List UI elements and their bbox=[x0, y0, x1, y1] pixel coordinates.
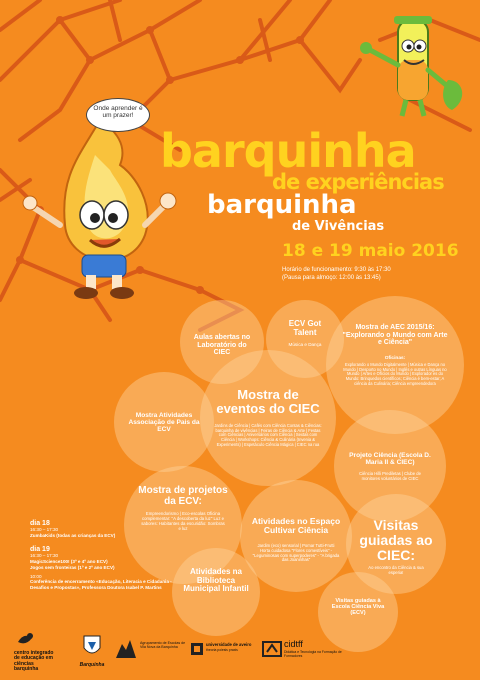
schedule-day-19-event-2: Jogos sem fronteiras (1º e 2º ano ECV) bbox=[30, 564, 115, 570]
cidtff-logo-subtext: Didática e Tecnologia na Formação de Formadores bbox=[284, 650, 342, 658]
agrupamento-logo bbox=[114, 638, 186, 665]
schedule-day-19-event-3: Conferência de encerramento «Educação, Literacia e Cidadania - Desafios e Propostas», Professora Doutora Isabel P. Martins bbox=[30, 579, 172, 591]
opening-hours bbox=[282, 266, 391, 282]
schedule-block bbox=[30, 520, 180, 591]
ua-logo-text: universidade de aveiro bbox=[206, 642, 252, 647]
schedule-day-18-event: ZumbaKids (todas as crianças da ECV) bbox=[30, 532, 116, 538]
cidtff-logo-icon bbox=[262, 640, 282, 658]
title-de-vivencias: de Vivências bbox=[292, 219, 385, 234]
ciec-logo-text: centro integrado de educação em ciências barquinha bbox=[14, 650, 54, 672]
title-barquinha-vivencias: barquinha bbox=[207, 190, 357, 220]
schedule-day-19: dia 19 bbox=[30, 546, 50, 554]
speech-bubble-text: Onde aprender é um prazer! bbox=[93, 105, 143, 120]
bubble-projeto-ciencia-text: Ciência Hilli Prediletas | Clube de monitores voluntários de CIEC bbox=[359, 471, 421, 481]
test-tube-mascot-illustration bbox=[352, 10, 472, 120]
flame-mascot-illustration bbox=[20, 115, 180, 305]
event-date: 18 e 19 maio 2016 bbox=[282, 241, 459, 261]
bubble-visitas-ciec-text: Ao encontro da Ciência & sua esperia! bbox=[368, 565, 424, 575]
bubble-mostra-aec-sub: Oficinas: bbox=[384, 356, 406, 361]
ua-logo-icon bbox=[190, 642, 204, 656]
bubble-mostra-aec-text: Explorando o Mundo Digitalmente | Música e Dança no Mundo | Desporto no Mundo | Inglês e outras Línguas no Mundo | Artes e Ofícios do Mundo | Explorador es do Mundo: Brinquedos científicos; Ciência é bem-estar; A ciência da Culinária; Ciência empreendedora bbox=[343, 362, 447, 386]
bubble-ecv-got-talent-sub: Música e Dança bbox=[288, 342, 322, 347]
schedule-day-18: dia 18 bbox=[30, 520, 50, 527]
bubble-espaco-cultivar-title: Atividades no Espaço Cultivar Ciência bbox=[251, 516, 341, 536]
schedule-day-19-time-2: 10:00 bbox=[30, 573, 42, 579]
bubble-mostra-aec-title: Mostra de AEC 2015/16: "Explorando o Mundo com Arte e Ciência" bbox=[342, 324, 448, 347]
bubble-visitas-escola-title: Visitas guiadas à Escola Ciência Viva (ECV) bbox=[331, 598, 385, 617]
bubble-biblioteca-title: Atividades na Biblioteca Municipal Infantil bbox=[183, 567, 249, 594]
schedule-day-19-time: 16:30 – 17:30 bbox=[30, 553, 59, 559]
bubble-atividades-pais-title: Mostra Atividades Associação de Pais da ECV bbox=[128, 412, 200, 434]
bubble-projeto-ciencia-title: Projeto Ciência (Escola D. Maria II & CIEC) bbox=[349, 452, 431, 467]
opening-hours-line: Horário de funcionamento: 9:30 às 17:30 bbox=[282, 267, 391, 273]
cidtff-logo-text: cidtff bbox=[284, 639, 303, 649]
cidtff-logo bbox=[262, 640, 352, 663]
bubble-visitas-ciec-title: Visitas guiadas ao CIEC: bbox=[359, 517, 433, 564]
municipio-crest-icon bbox=[82, 634, 102, 658]
bubble-ecv-got-talent-title: ECV Got Talent bbox=[288, 319, 322, 337]
agrupamento-logo-text: Agrupamento de Escolas de Vila Nova da Barquinha bbox=[140, 641, 186, 649]
agrupamento-logo-icon bbox=[114, 638, 138, 660]
bubble-espaco-cultivar-text: Jardim (eco) sensorial | Pomar Tutti-Frutti Horta cuidadosa "Flores comestíveis" - "Leguminosas com superpoderes" - "A brigada das Joaninhas" bbox=[252, 543, 340, 563]
bubble-mostra-eventos-title: Mostra de eventos do CIEC bbox=[216, 387, 320, 417]
ua-logo bbox=[190, 642, 260, 661]
title-barquinha-experiencias: barquinha bbox=[160, 124, 416, 178]
speech-bubble bbox=[86, 98, 150, 132]
municipio-logo bbox=[76, 634, 108, 668]
ua-logo-subtext: theoria poiesis praxis bbox=[206, 648, 238, 652]
bubble-mostra-projetos-text: Empreendorismo | Eco-escolas Oficina complementar: "A descoberta da luz" Luz e sabores: Habitantes da escuridão: Sombras e luz bbox=[141, 511, 225, 531]
ciec-logo bbox=[14, 632, 74, 672]
ciec-logo-icon bbox=[14, 632, 36, 646]
bubble-mostra-eventos bbox=[200, 350, 336, 486]
bubble-aulas-abertas-title: Aulas abertas no Laboratório do CIEC bbox=[193, 334, 251, 357]
bubble-mostra-eventos-text: Jardins de Ciência | Cafés com Ciência Contas & Ciências: barquinha de vivências | Feiras de Ciência & Arte | Festas com Ciências | Aniversários com Ciência | Sextas com Ciência | Workshops: Ciência & Culinária (Invenia & Experiments) | Espetáculo Ciência Mágica | CIEC na rua bbox=[214, 423, 322, 447]
lunch-break-line: (Pausa para almoço: 12:00 às 13:45) bbox=[282, 275, 381, 282]
municipio-logo-text: Barquinha bbox=[79, 662, 105, 668]
schedule-day-18-time: 16:30 – 17:30 bbox=[30, 527, 59, 532]
schedule-day-19-event-1: MagicScience100! (3º e 4º ano ECV) bbox=[30, 559, 108, 565]
footer-logos bbox=[0, 628, 480, 680]
bubble-mostra-projetos-title: Mostra de projetos da ECV: bbox=[138, 485, 228, 507]
title-de-experiencias: de experiências bbox=[272, 170, 444, 194]
